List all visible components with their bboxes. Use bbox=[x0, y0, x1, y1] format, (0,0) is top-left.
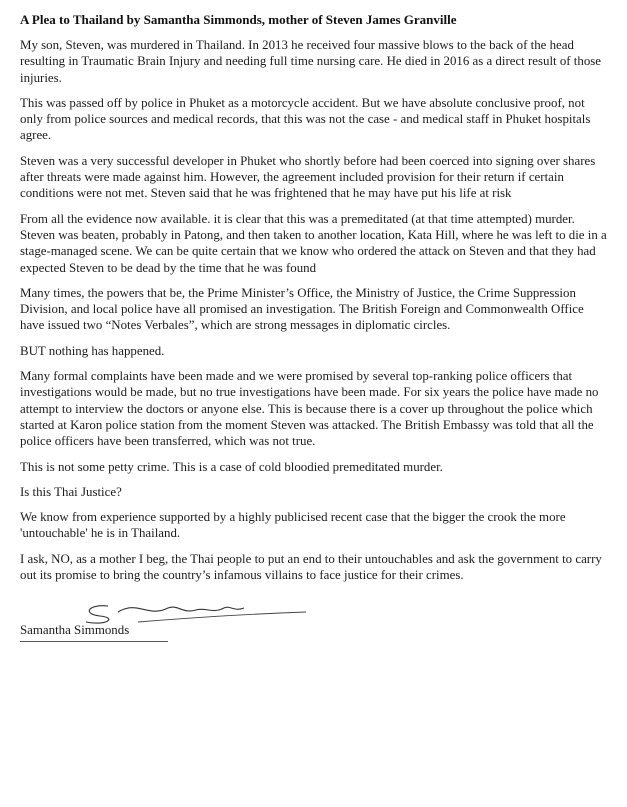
paragraph-3: Steven was a very successful developer in Phuket who shortly before had been coerced into signing over shares after threats were made against him. However, the agreement included provision for their return if certain conditions were not met. Steven said that he was frightened that he may have put his life at risk bbox=[20, 153, 596, 201]
paragraph-7: Many formal complaints have been made and we were promised by several top-ranking police officers that investigations would be made, but no true investigations have been made. For six years the police have made no attempt to interview the doctors or anyone else. This is because there is a cover up throughout the police which started at Karon police station from the moment Steven was attacked. The British Embassy was told that all the police officers have been transferred, which was not true. bbox=[20, 369, 599, 449]
paragraph-9: Is this Thai Justice? bbox=[20, 484, 122, 499]
paragraph-11: I ask, NO, as a mother I beg, the Thai people to put an end to their untouchables and ask the government to carry out its promise to bring the country’s infamous villains to face justice for their crimes. bbox=[20, 551, 602, 583]
signature-underline bbox=[20, 641, 168, 642]
signature-block bbox=[20, 592, 609, 650]
paragraph-10: We know from experience supported by a highly publicised recent case that the bigger the crook the more 'untouchable' he is in Thailand. bbox=[20, 510, 566, 541]
signature-name: Samantha Simmonds bbox=[20, 623, 130, 638]
paragraph-1: My son, Steven, was murdered in Thailand. In 2013 he received four massive blows to the back of the head resulting in Traumatic Brain Injury and needing full time nursing care. He died in 2016 as a direct result of those injuries. bbox=[20, 38, 602, 85]
paragraph-4: From all the evidence now available. it is clear that this was a premeditated (at that time attempted) murder. Steven was beaten, probably in Patong, and then taken to another location, Kata Hill, where he was left to die in a stage-managed scene. We can be quite certain that we know who ordered the attack on Steven and that they had expected Steven to be dead by the time that he was found bbox=[20, 211, 607, 275]
paragraph-8: This is not some petty crime. This is a case of cold bloodied premeditated murder. bbox=[20, 459, 443, 474]
paragraph-2: This was passed off by police in Phuket as a motorcycle accident. But we have absolute conclusive proof, not only from police sources and medical records, that this was not the case - and medical staff in Phuket hospitals agree. bbox=[20, 95, 591, 143]
letter-title: A Plea to Thailand by Samantha Simmonds, mother of Steven James Granville bbox=[20, 12, 457, 27]
paragraph-6: BUT nothing has happened. bbox=[20, 343, 165, 358]
paragraph-5: Many times, the powers that be, the Prime Minister’s Office, the Ministry of Justice, the Crime Suppression Division, and local police have all promised an investigation. The British Foreign and Commonwealth Office have issued two “Notes Verbales”, which are strong messages in diplomatic circles. bbox=[20, 285, 584, 333]
